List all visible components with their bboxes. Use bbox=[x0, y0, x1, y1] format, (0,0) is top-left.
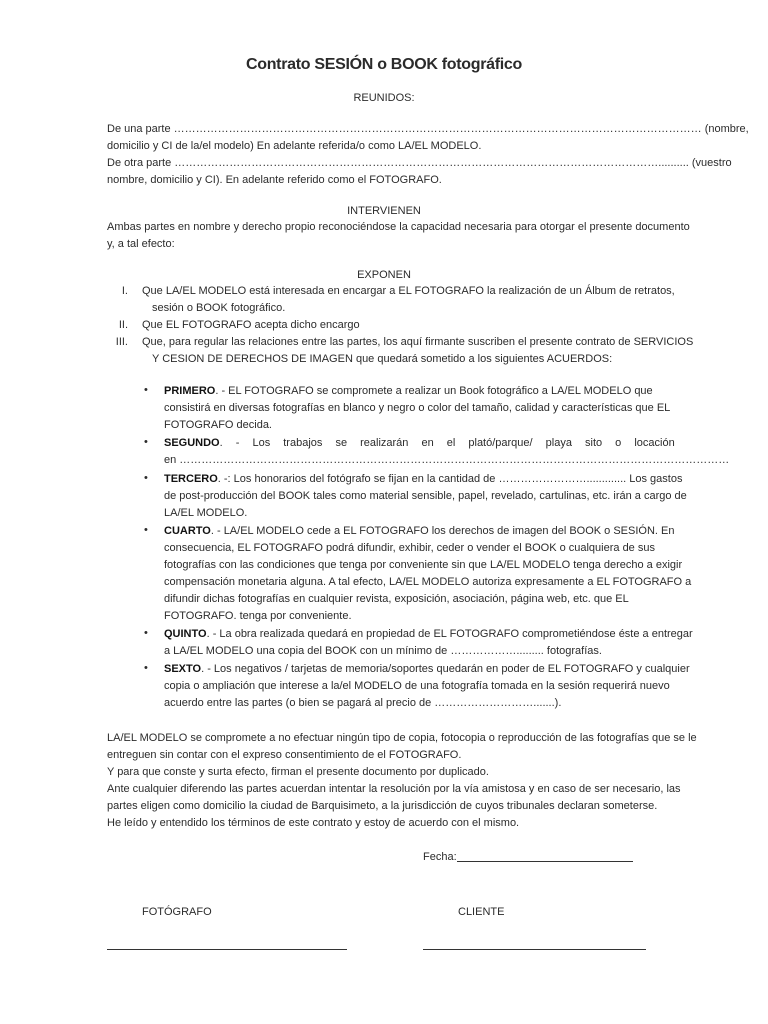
exponen-item-text: Que EL FOTOGRAFO acepta dicho encargo bbox=[142, 319, 360, 331]
bullet-cuarto: • bbox=[144, 524, 148, 536]
primero-line-1 bbox=[164, 385, 653, 398]
sexto-text: . - Los negativos / tarjetas de memoria/soportes quedarán en poder de EL FOTOGRAFO y cualquier bbox=[201, 663, 690, 675]
signature-line-cliente[interactable] bbox=[423, 949, 646, 950]
quinto-line-1 bbox=[164, 628, 693, 641]
segundo-line-1 bbox=[164, 437, 675, 450]
cuarto-line-6: FOTOGRAFO. tenga por conveniente. bbox=[164, 610, 352, 622]
closing-line-3: Y para que conste y surta efecto, firman el presente documento por duplicado. bbox=[107, 766, 489, 778]
intervienen-line-2: y, a tal efecto: bbox=[107, 238, 175, 250]
segundo-text: . - Los trabajos se realizarán en el plató/parque/ playa sito o locación bbox=[219, 437, 675, 449]
sexto-line-2: copia o ampliación que interese a la/el MODELO de una fotografía tomada en la sesión requerirá nuevo bbox=[164, 680, 670, 692]
closing-line-5: partes eligen como domicilio la ciudad de Barquisimeto, a la jurisdicción de cuyos tribunales declaran someterse. bbox=[107, 800, 658, 812]
reunidos-heading: REUNIDOS: bbox=[353, 92, 415, 104]
cuarto-line-4: compensación monetaria alguna. A tal efecto, LA/EL MODELO autoriza expresamente a EL FOTOGRAFO a bbox=[164, 576, 692, 588]
exponen-heading: EXPONEN bbox=[357, 269, 411, 281]
closing-line-6: He leído y entendido los términos de este contrato y estoy de acuerdo con el mismo. bbox=[107, 817, 520, 829]
cuarto-text: . - LA/EL MODELO cede a EL FOTOGRAFO los derechos de imagen del BOOK o SESIÓN. En bbox=[210, 525, 675, 537]
reunidos-party-1-line-1: De una parte ……………………………………………………………………………………………………………………………… (nombre, bbox=[107, 123, 749, 135]
reunidos-party-2-line-2: nombre, domicilio y CI). En adelante referido como el FOTOGRAFO. bbox=[107, 174, 442, 186]
tercero-text: . -: Los honorarios del fotógrafo se fijan en la cantidad de ……………………............. Los gastos bbox=[217, 473, 683, 485]
intervienen-line-1: Ambas partes en nombre y derecho propio reconociéndose la capacidad necesaria para otorgar el presente documento bbox=[107, 221, 690, 233]
signature-label-cliente: CLIENTE bbox=[458, 906, 505, 918]
reunidos-party-1-line-2: domicilio y CI de la/el modelo) En adelante referida/o como LA/EL MODELO. bbox=[107, 140, 482, 152]
primero-line-3: FOTOGRAFO decida. bbox=[164, 419, 272, 431]
document-title: Contrato SESIÓN o BOOK fotográfico bbox=[245, 56, 523, 73]
closing-line-4: Ante cualquier diferendo las partes acuerdan intentar la resolución por la vía amistosa y en caso de ser necesario, las bbox=[107, 783, 681, 795]
exponen-item-number: III. bbox=[115, 336, 128, 348]
signature-line-fotografo[interactable] bbox=[107, 949, 347, 950]
fecha-line[interactable] bbox=[457, 861, 633, 862]
bullet-tercero: • bbox=[144, 472, 148, 484]
sexto-line-1 bbox=[164, 663, 690, 676]
bullet-primero: • bbox=[144, 384, 148, 396]
exponen-item-3 bbox=[108, 336, 693, 349]
segundo-line-2: en …………………………………………………………………………………………………………………………………… bbox=[164, 454, 730, 466]
cuarto-line-2: consecuencia, EL FOTOGRAFO podrá difundir, exhibir, ceder o vender el BOOK o cualquiera de sus bbox=[164, 542, 655, 554]
sexto-label: SEXTO bbox=[164, 663, 202, 675]
closing-line-1: LA/EL MODELO se compromete a no efectuar ningún tipo de copia, fotocopia o reproducción de las fotografías que se le bbox=[107, 732, 697, 744]
fecha-label: Fecha: bbox=[423, 851, 457, 863]
quinto-label: QUINTO bbox=[164, 628, 207, 640]
tercero-line-3: LA/EL MODELO. bbox=[164, 507, 248, 519]
closing-line-2: entreguen sin contar con el expreso consentimiento de el FOTOGRAFO. bbox=[107, 749, 462, 761]
tercero-line-1 bbox=[164, 473, 682, 486]
exponen-item-number: I. bbox=[121, 285, 128, 297]
exponen-item-3-continuation: Y CESION DE DERECHOS DE IMAGEN que quedará sometido a los siguientes ACUERDOS: bbox=[152, 353, 613, 365]
exponen-item-number: II. bbox=[118, 319, 128, 331]
primero-text: . - EL FOTOGRAFO se compromete a realizar un Book fotográfico a LA/EL MODELO que bbox=[215, 385, 653, 397]
intervienen-heading: INTERVIENEN bbox=[347, 205, 421, 217]
exponen-item-text: Que, para regular las relaciones entre las partes, los aquí firmante suscriben el presente contrato de SERVICIOS bbox=[142, 336, 694, 348]
segundo-label: SEGUNDO bbox=[164, 437, 220, 449]
cuarto-line-5: difundir dichas fotografías en cualquier revista, exposición, asociación, página web, etc. que EL bbox=[164, 593, 629, 605]
quinto-text: . - La obra realizada quedará en propiedad de EL FOTOGRAFO comprometiéndose éste a entregar bbox=[206, 628, 693, 640]
sexto-line-3: acuerdo entre las partes (o bien se pagará al precio de ……………………….......). bbox=[164, 697, 562, 709]
exponen-item-1 bbox=[108, 285, 675, 298]
cuarto-line-3: fotografías con las condiciones que tenga por conveniente sin que LA/EL MODELO tenga derecho a exigir bbox=[164, 559, 683, 571]
reunidos-party-2-line-1: De otra parte …………………………………………………………………………………………………………………….......... (vuestro bbox=[107, 157, 732, 169]
primero-label: PRIMERO bbox=[164, 385, 216, 397]
quinto-line-2: a LA/EL MODELO una copia del BOOK con un mínimo de ………………......... fotografías. bbox=[164, 645, 602, 657]
cuarto-label: CUARTO bbox=[164, 525, 211, 537]
cuarto-line-1 bbox=[164, 525, 674, 538]
bullet-quinto: • bbox=[144, 627, 148, 639]
signature-label-fotografo: FOTÓGRAFO bbox=[142, 906, 212, 918]
tercero-label: TERCERO bbox=[164, 473, 218, 485]
exponen-item-text: Que LA/EL MODELO está interesada en encargar a EL FOTOGRAFO la realización de un Álbum de retratos, bbox=[142, 285, 675, 297]
primero-line-2: consistirá en diversas fotografías en blanco y negro o color del tamaño, calidad y características que EL bbox=[164, 402, 671, 414]
bullet-segundo: • bbox=[144, 436, 148, 448]
tercero-line-2: de post-producción del BOOK tales como material sensible, papel, revelado, cartulinas, etc. irán a cargo de bbox=[164, 490, 687, 502]
exponen-item-1-continuation: sesión o BOOK fotográfico. bbox=[152, 302, 286, 314]
bullet-sexto: • bbox=[144, 662, 148, 674]
exponen-item-2 bbox=[108, 319, 360, 332]
